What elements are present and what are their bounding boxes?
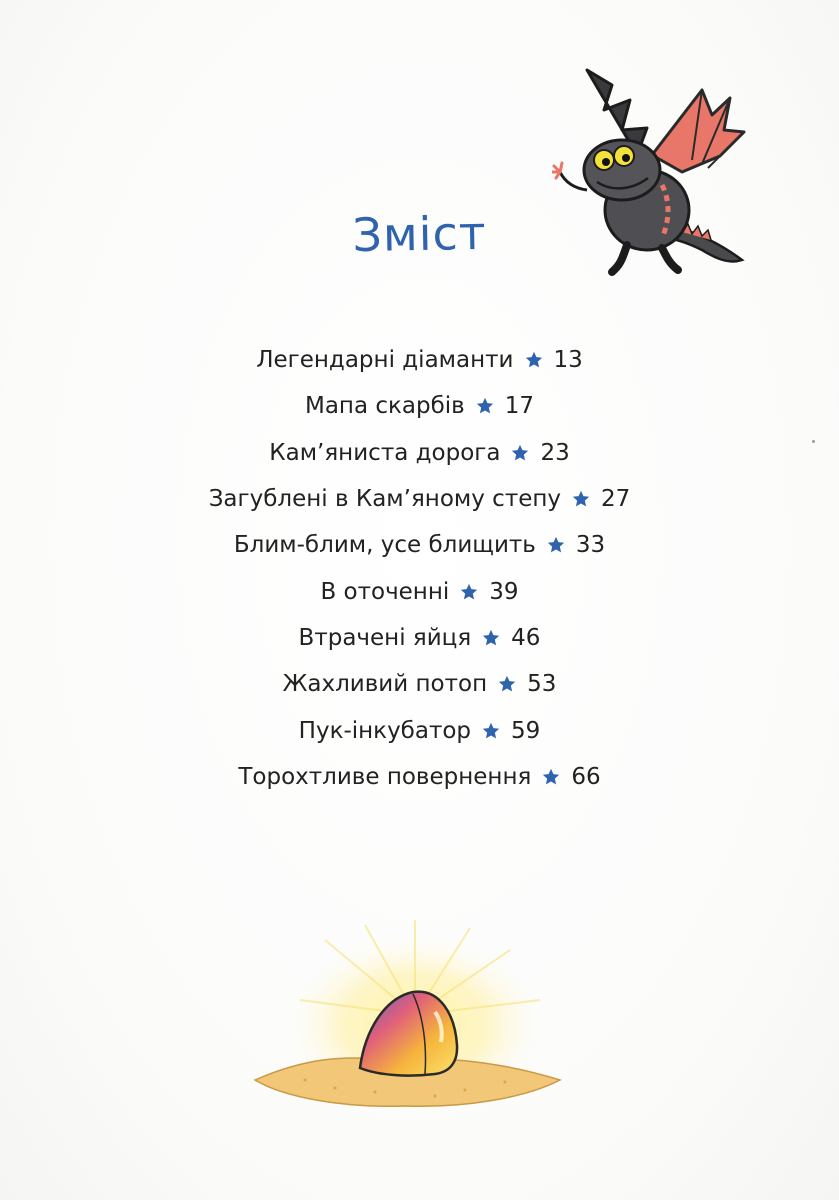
- toc-entry: [0, 476, 839, 522]
- toc-entry: [0, 661, 839, 707]
- toc-entry: [0, 568, 839, 614]
- toc-entry: [0, 337, 839, 383]
- toc-entry-page-number: 39: [489, 578, 519, 605]
- star-icon: [459, 582, 479, 602]
- toc-entry-page-number: 23: [540, 439, 570, 466]
- toc-entry: [0, 383, 839, 429]
- toc-entry-page-number: 46: [511, 624, 541, 651]
- star-icon: [475, 396, 495, 416]
- toc-entry-title: Втрачені яйця: [298, 624, 472, 651]
- toc-entry-title: Загублені в Кам’яному степу: [208, 486, 562, 513]
- toc-entry-title: В оточенні: [320, 578, 450, 605]
- star-icon: [510, 443, 530, 463]
- toc-entry: [0, 430, 839, 476]
- toc-entry: [0, 754, 839, 800]
- toc-entry: [0, 522, 839, 568]
- toc-entry-title: Пук-інкубатор: [298, 717, 472, 744]
- page-title: Зміст: [352, 205, 487, 262]
- toc-entry-page-number: 17: [504, 393, 535, 420]
- toc-entry: [0, 707, 839, 753]
- toc-entry-page-number: 13: [553, 347, 583, 374]
- toc-entry-title: Жахливий потоп: [282, 671, 488, 698]
- toc-entry-title: Легендарні діаманти: [256, 347, 514, 374]
- paper-speck: [812, 440, 815, 443]
- table-of-contents: [0, 337, 839, 800]
- toc-entry-page-number: 66: [571, 763, 601, 790]
- star-icon: [541, 767, 561, 787]
- toc-entry-title: Блим-блим, усе блищить: [233, 532, 536, 559]
- toc-entry-page-number: 53: [527, 671, 557, 698]
- star-icon: [481, 628, 501, 648]
- star-icon: [571, 489, 591, 509]
- star-icon: [546, 535, 566, 555]
- star-icon: [524, 350, 544, 370]
- glowing-gem-illustration: [245, 920, 575, 1120]
- toc-entry: [0, 615, 839, 661]
- star-icon: [497, 674, 517, 694]
- toc-entry-title: Кам’яниста дорога: [269, 439, 501, 466]
- star-icon: [481, 721, 501, 741]
- toc-entry-page-number: 27: [601, 486, 631, 513]
- toc-entry-title: Торохтливе повернення: [238, 763, 532, 790]
- toc-entry-page-number: 33: [575, 532, 606, 559]
- toc-entry-page-number: 59: [511, 717, 541, 744]
- toc-entry-title: Мапа скарбів: [304, 393, 465, 420]
